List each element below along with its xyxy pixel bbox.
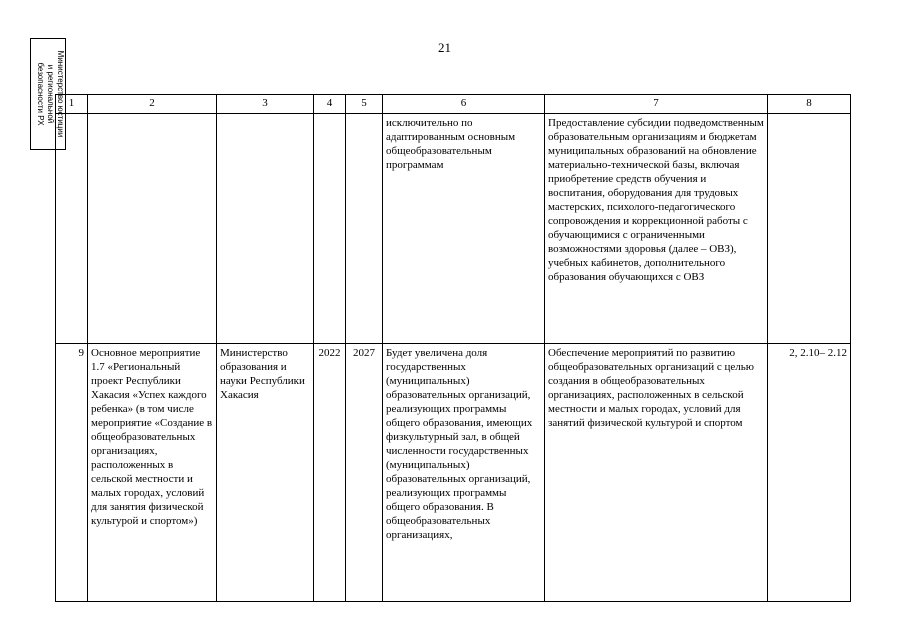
- header-cell-3: 3: [217, 95, 314, 114]
- row-number-cell: [56, 114, 88, 344]
- activity-cell: [88, 114, 217, 344]
- header-cell-8: 8: [768, 95, 851, 114]
- activity-cell: Основное мероприятие 1.7 «Региональный проект Республики Хакасия «Успех каждого ребенка» (в том числе мероприятие «Создание в общеобразовательных организациях, расположенных в сельской местности и малых городах, условий для занятия физической культурой и спортом»): [88, 344, 217, 602]
- header-cell-5: 5: [346, 95, 383, 114]
- page-number: 21: [438, 40, 451, 55]
- header-cell-1: 1: [56, 95, 88, 114]
- indicators-cell: 2, 2.10– 2.12: [768, 344, 851, 602]
- header-cell-4: 4: [314, 95, 346, 114]
- main-directions-cell: Предоставление субсидии подведомственным образовательным организациям и бюджетам муниципальных образований на обновление материально-технической базы, включая приобретение средств обучения и воспитания, оборудования для трудовых мастерских, психолого-педагогического сопровождения и коррекционной работы с обучающимися с ограниченными возможностями здоровья (далее – ОВЗ), учебных кабинетов, дополнительного образования обучающихся с ОВЗ: [545, 114, 768, 344]
- indicators-cell: [768, 114, 851, 344]
- program-table: [55, 94, 851, 602]
- table-row: [56, 344, 851, 602]
- table-row: [56, 114, 851, 344]
- stamp-line: Министерство юстиции: [56, 50, 65, 138]
- header-cell-6: 6: [383, 95, 545, 114]
- stamp-line: и региональной: [46, 64, 55, 124]
- row-number-cell: 9: [56, 344, 88, 602]
- expected-result-cell: Будет увеличена доля государственных (муниципальных) образовательных организаций, реализующих программы общего образования, имеющих физкультурный зал, в общей численности государственных (муниципальных) образовательных организаций, реализующих программы общего образования. В общеобразовательных организациях,: [383, 344, 545, 602]
- executor-cell: [217, 114, 314, 344]
- stamp-line: безопасности РХ: [36, 62, 45, 126]
- header-cell-7: 7: [545, 95, 768, 114]
- executor-cell: Министерство образования и науки Республики Хакасия: [217, 344, 314, 602]
- table-header-row: [56, 95, 851, 114]
- end-year-cell: 2027: [346, 344, 383, 602]
- expected-result-cell: исключительно по адаптированным основным общеобразовательным программам: [383, 114, 545, 344]
- header-cell-2: 2: [88, 95, 217, 114]
- start-year-cell: 2022: [314, 344, 346, 602]
- main-directions-cell: Обеспечение мероприятий по развитию общеобразовательных организаций с целью создания в общеобразовательных организациях, расположенных в сельской местности и малых городах, условий для занятий физической культурой и спортом: [545, 344, 768, 602]
- end-year-cell: [346, 114, 383, 344]
- start-year-cell: [314, 114, 346, 344]
